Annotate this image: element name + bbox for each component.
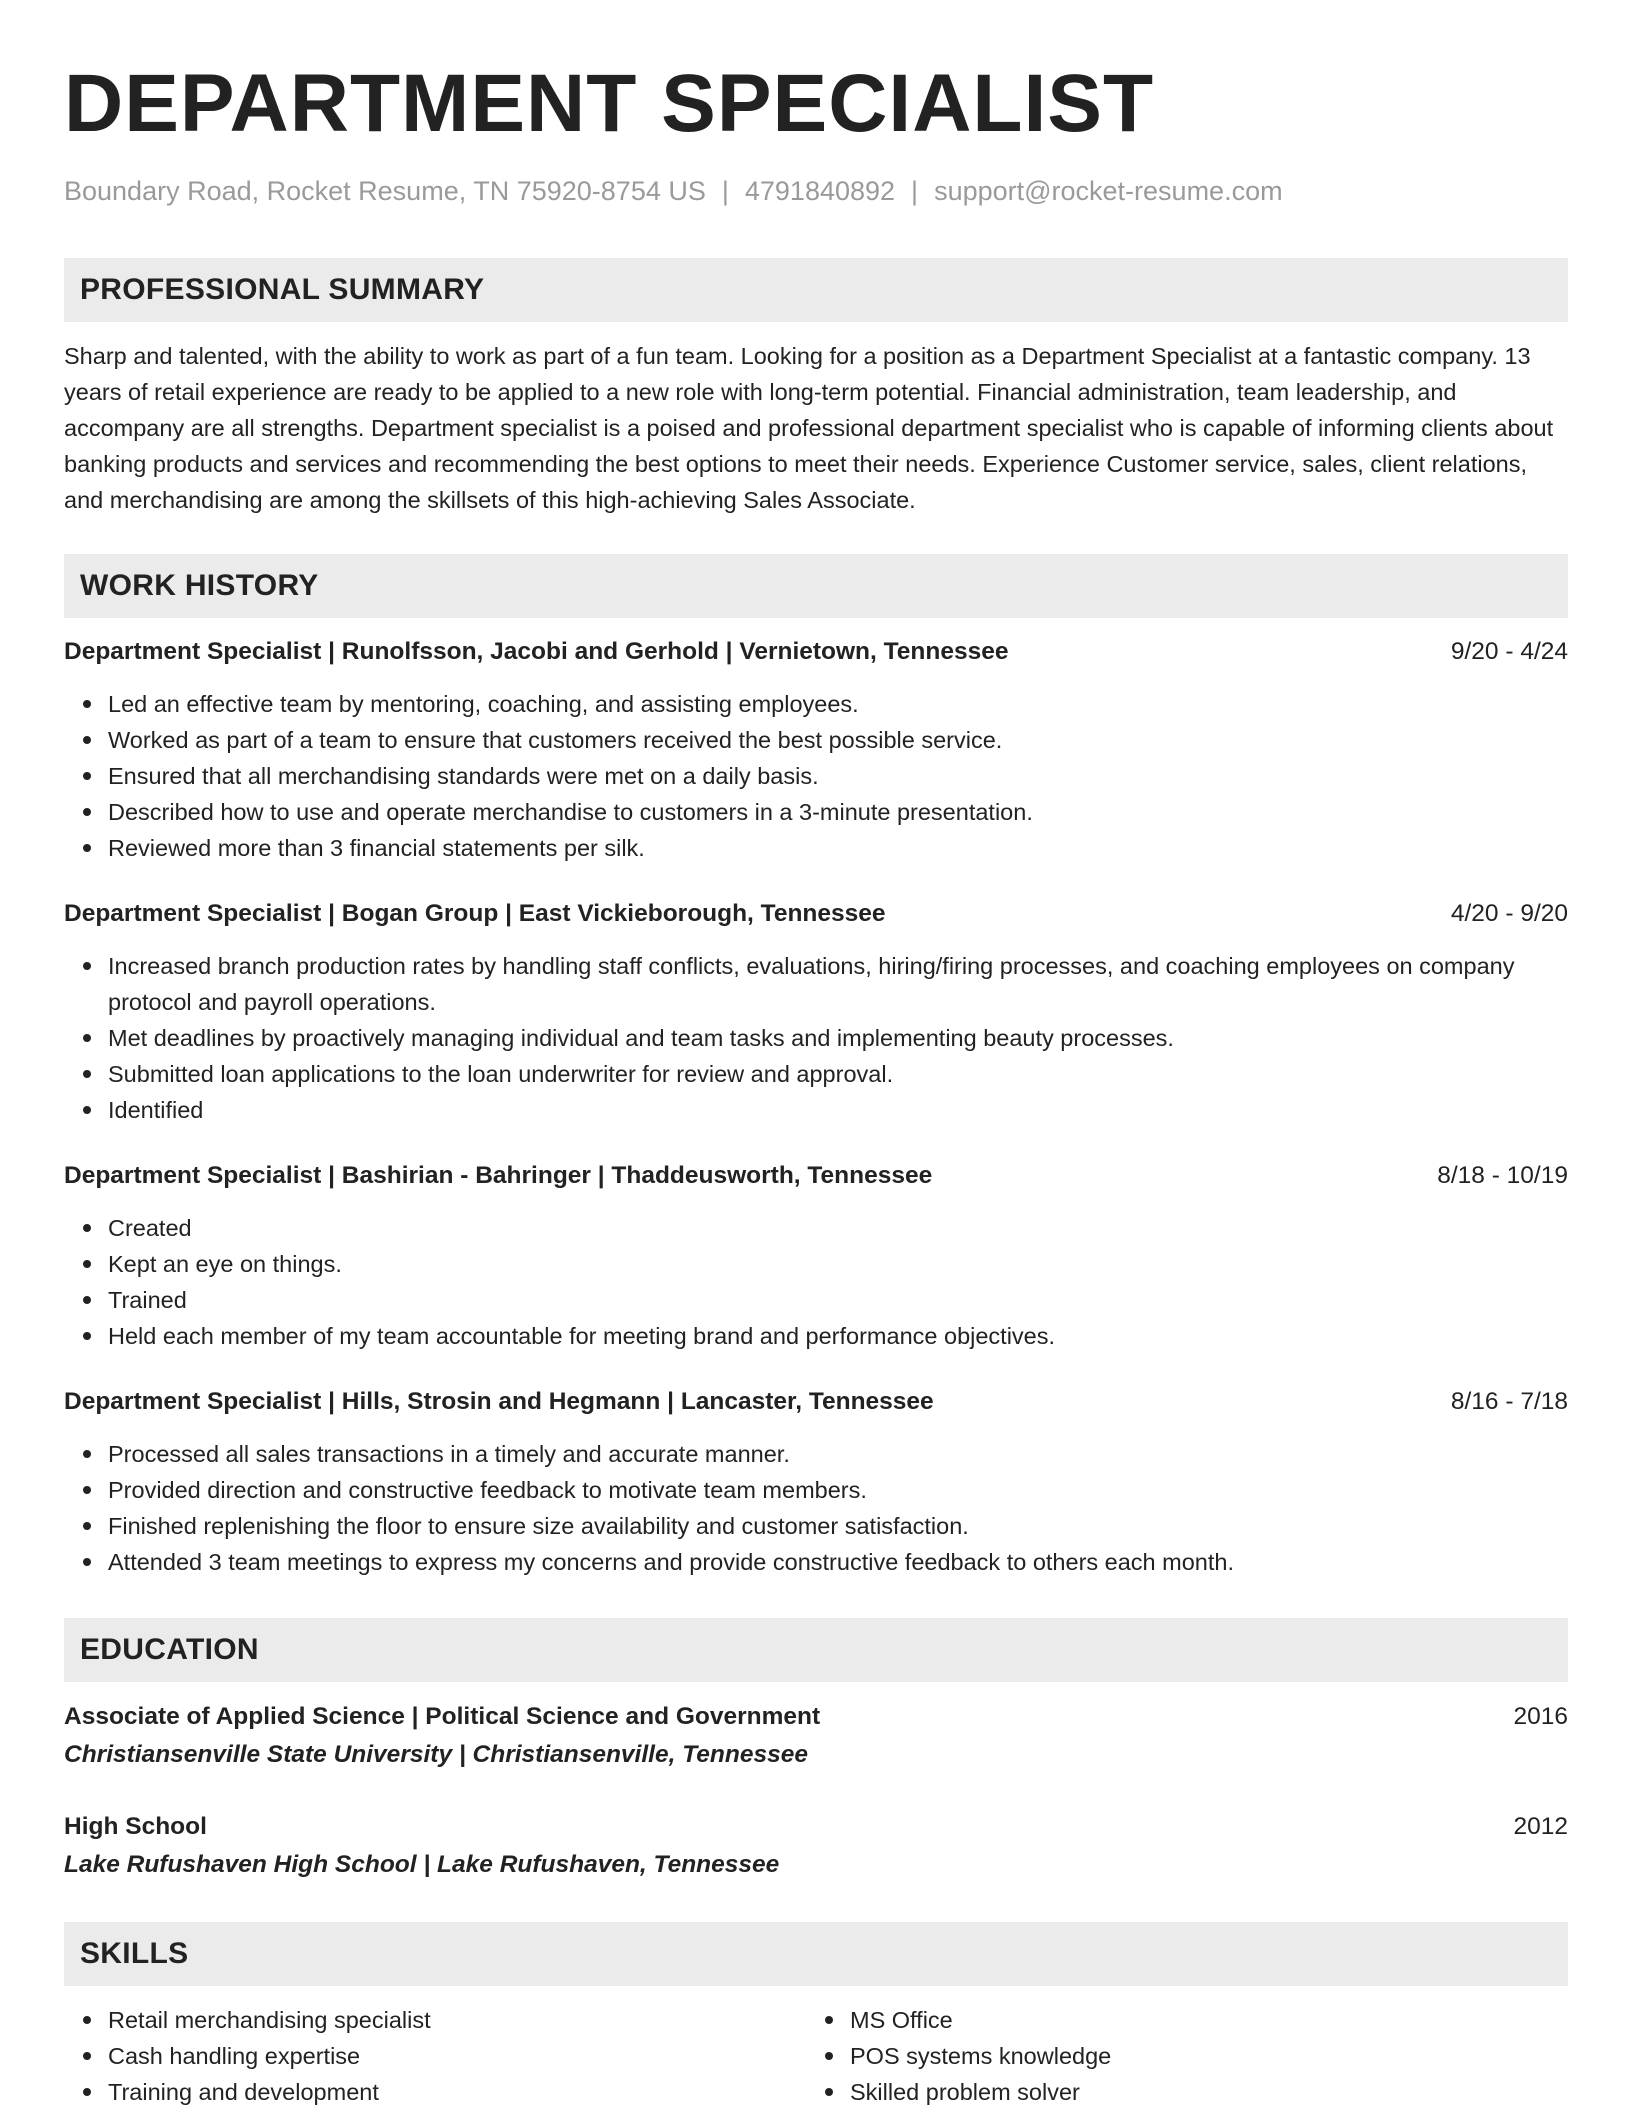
bullet-dot-icon: [825, 2088, 833, 2096]
job-bullet-text: Processed all sales transactions in a timely and accurate manner.: [108, 1441, 790, 1467]
education-row: [64, 1698, 1568, 1736]
job-bullet-text: Described how to use and operate merchandise to customers in a 3-minute presentation.: [108, 799, 1033, 825]
job-bullet: [108, 758, 1568, 794]
job-bullet: [108, 1318, 1568, 1354]
section-header-summary: PROFESSIONAL SUMMARY: [64, 258, 1568, 322]
job-bullet-text: Submitted loan applications to the loan underwriter for review and approval.: [108, 1061, 894, 1087]
job-bullet: [108, 794, 1568, 830]
section-header-work-history: WORK HISTORY: [64, 554, 1568, 618]
job-dates: 9/20 - 4/24: [1450, 638, 1568, 665]
job-bullet-text: Met deadlines by proactively managing individual and team tasks and implementing beauty processes.: [108, 1025, 1174, 1051]
education-entry: [64, 1808, 1568, 1884]
bullet-dot-icon: [83, 1070, 91, 1078]
job-bullet-text: Reviewed more than 3 financial statements per silk.: [108, 835, 645, 861]
skill-item: [850, 2038, 1548, 2074]
skill-item: [850, 2002, 1548, 2038]
job-entry: [64, 896, 1568, 1128]
job-title: Department Specialist | Bogan Group | East Vickieborough, Tennessee: [64, 900, 886, 927]
skills-list: [64, 2002, 806, 2110]
skill-item: [108, 2074, 806, 2110]
education-school: Christiansenville State University | Christiansenville, Tennessee: [64, 1741, 808, 1768]
job-bullet: [108, 1056, 1568, 1092]
bullet-dot-icon: [825, 2016, 833, 2024]
education-year: 2016: [1513, 1703, 1568, 1730]
job-title: Department Specialist | Bashirian - Bahringer | Thaddeusworth, Tennessee: [64, 1162, 933, 1189]
job-bullet: [108, 686, 1568, 722]
bullet-dot-icon: [83, 1224, 91, 1232]
job-bullet: [108, 948, 1568, 1020]
education-entry: [64, 1698, 1568, 1774]
summary-text: Sharp and talented, with the ability to work as part of a fun team. Looking for a position as a Department Specialist at a fantastic company. 13 years of retail experience are ready to be applied to a new role with long-term potential. Financial administration, team leadership, and accompany are all strengths. Department specialist is a poised and professional department specialist who is capable of informing clients about banking products and services and recommending the best options to meet their needs. Experience Customer service, sales, client relations, and merchandising are among the skillsets of this high-achieving Sales Associate.: [64, 343, 1554, 513]
job-entry: [64, 1158, 1568, 1354]
job-bullets: [64, 948, 1568, 1128]
skills-grid: [64, 2002, 1568, 2110]
job-bullet: [108, 1436, 1568, 1472]
bullet-dot-icon: [83, 1486, 91, 1494]
skill-item: [108, 2002, 806, 2038]
job-bullet: [108, 1020, 1568, 1056]
section-header-education: EDUCATION: [64, 1618, 1568, 1682]
skill-text: POS systems knowledge: [850, 2043, 1112, 2069]
job-bullet: [108, 1246, 1568, 1282]
job-bullet: [108, 1508, 1568, 1544]
bullet-dot-icon: [83, 962, 91, 970]
education-row: [64, 1808, 1568, 1846]
job-bullet-text: Created: [108, 1215, 192, 1241]
skill-item: [108, 2038, 806, 2074]
job-bullet-text: Worked as part of a team to ensure that customers received the best possible service.: [108, 727, 1003, 753]
job-title-row: [64, 1384, 1568, 1420]
job-bullet: [108, 1282, 1568, 1318]
job-entry: [64, 1384, 1568, 1580]
bullet-dot-icon: [83, 2052, 91, 2060]
education-year: 2012: [1513, 1813, 1568, 1840]
job-bullet-text: Finished replenishing the floor to ensure size availability and customer satisfaction.: [108, 1513, 969, 1539]
job-dates: 8/18 - 10/19: [1437, 1162, 1568, 1189]
job-bullet: [108, 1210, 1568, 1246]
job-bullet: [108, 830, 1568, 866]
job-bullet-text: Provided direction and constructive feedback to motivate team members.: [108, 1477, 867, 1503]
skills-list: [806, 2002, 1548, 2110]
job-bullets: [64, 1210, 1568, 1354]
job-bullet: [108, 1472, 1568, 1508]
bullet-dot-icon: [83, 1522, 91, 1530]
job-bullets: [64, 686, 1568, 866]
contact-separator: |: [911, 176, 919, 206]
contact-email: support@rocket-resume.com: [934, 176, 1283, 206]
bullet-dot-icon: [825, 2052, 833, 2060]
bullet-dot-icon: [83, 1450, 91, 1458]
job-title-row: [64, 896, 1568, 932]
bullet-dot-icon: [83, 1260, 91, 1268]
job-bullet-text: Led an effective team by mentoring, coaching, and assisting employees.: [108, 691, 859, 717]
job-bullet-text: Attended 3 team meetings to express my concerns and provide constructive feedback to others each month.: [108, 1549, 1235, 1575]
job-bullets: [64, 1436, 1568, 1580]
education-degree: Associate of Applied Science | Political Science and Government: [64, 1703, 821, 1730]
skill-text: Skilled problem solver: [850, 2079, 1080, 2105]
skill-text: MS Office: [850, 2007, 953, 2033]
contact-phone: 4791840892: [744, 176, 896, 206]
job-bullet-text: Held each member of my team accountable for meeting brand and performance objectives.: [108, 1323, 1056, 1349]
bullet-dot-icon: [83, 1034, 91, 1042]
job-dates: 8/16 - 7/18: [1450, 1388, 1568, 1415]
resume-name: DEPARTMENT SPECIALIST: [64, 58, 1155, 149]
bullet-dot-icon: [83, 844, 91, 852]
skill-text: Cash handling expertise: [108, 2043, 361, 2069]
section-header-skills: SKILLS: [64, 1922, 1568, 1986]
job-title: Department Specialist | Runolfsson, Jacobi and Gerhold | Vernietown, Tennessee: [64, 638, 1009, 665]
job-bullet: [108, 1092, 1568, 1128]
job-bullet-text: Kept an eye on things.: [108, 1251, 342, 1277]
job-bullet-text: Increased branch production rates by handling staff conflicts, evaluations, hiring/firing processes, and coaching employees on company protocol and payroll operations.: [108, 953, 1515, 1015]
job-bullet: [108, 722, 1568, 758]
contact-separator: |: [721, 176, 729, 206]
bullet-dot-icon: [83, 772, 91, 780]
bullet-dot-icon: [83, 2088, 91, 2096]
job-dates: 4/20 - 9/20: [1450, 900, 1568, 927]
bullet-dot-icon: [83, 700, 91, 708]
skill-text: Training and development: [108, 2079, 379, 2105]
skills-column-left: [64, 2002, 806, 2110]
bullet-dot-icon: [83, 808, 91, 816]
job-bullet: [108, 1544, 1568, 1580]
contact-address: Boundary Road, Rocket Resume, TN 75920-8754 US: [64, 176, 706, 206]
bullet-dot-icon: [83, 1296, 91, 1304]
job-title: Department Specialist | Hills, Strosin and Hegmann | Lancaster, Tennessee: [64, 1388, 934, 1415]
bullet-dot-icon: [83, 1106, 91, 1114]
job-title-row: [64, 634, 1568, 670]
bullet-dot-icon: [83, 2016, 91, 2024]
education-school: Lake Rufushaven High School | Lake Rufushaven, Tennessee: [64, 1851, 780, 1878]
bullet-dot-icon: [83, 1332, 91, 1340]
skill-item: [850, 2074, 1548, 2110]
job-entry: [64, 634, 1568, 866]
contact-line: [64, 174, 1568, 208]
bullet-dot-icon: [83, 736, 91, 744]
job-bullet-text: Trained: [108, 1287, 187, 1313]
skills-column-right: [806, 2002, 1548, 2110]
job-title-row: [64, 1158, 1568, 1194]
job-bullet-text: Ensured that all merchandising standards were met on a daily basis.: [108, 763, 819, 789]
skill-text: Retail merchandising specialist: [108, 2007, 431, 2033]
job-bullet-text: Identified: [108, 1097, 204, 1123]
bullet-dot-icon: [83, 1558, 91, 1566]
education-degree: High School: [64, 1813, 207, 1840]
